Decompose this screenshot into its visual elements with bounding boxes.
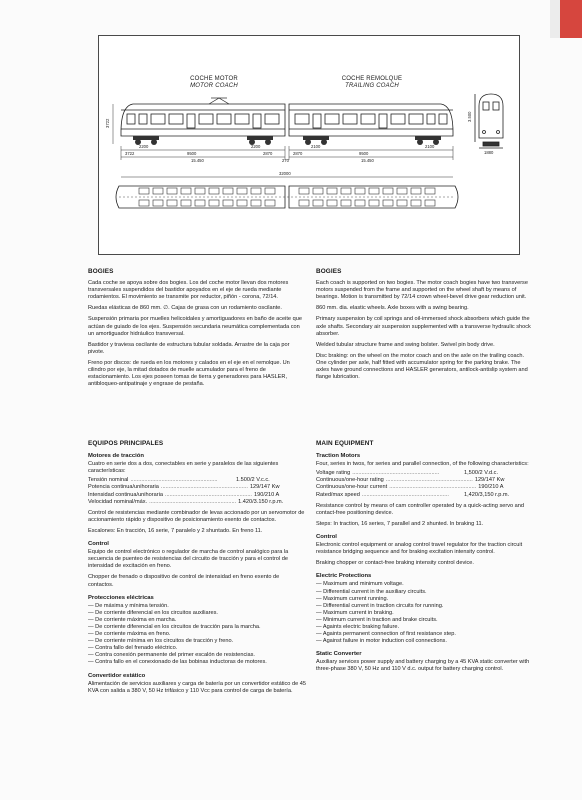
seat-block	[153, 200, 163, 206]
seat-block	[425, 188, 435, 194]
svg-text:15.450: 15.450	[191, 158, 204, 163]
list-item: — De corriente máxima en marcha.	[88, 617, 306, 624]
bogies-para-3-en: Primary suspension by coil springs and oil-immersed shock absorbers which guide the axle shafts. Secondary air suspension supplemented with a transverse hydraulic shock absorber.	[316, 316, 531, 337]
spec-table-es	[88, 477, 306, 505]
list-item: — De máxima y mínima tensión.	[88, 603, 306, 610]
seat-block	[369, 188, 379, 194]
svg-text:270: 270	[282, 158, 289, 163]
seat-block	[327, 200, 337, 206]
motors-para-1-es: Cuatro en serie dos a dos, conectables en serie y paralelos de las siguientes características:	[88, 461, 279, 475]
control-para-2-en: Braking chopper or contact-free braking intensity control device.	[316, 560, 474, 567]
seat-block	[313, 188, 323, 194]
english-column	[316, 268, 534, 385]
bogies-para-5-en: Disc braking: on the wheel on the motor coach and on the axle on the trailing coach. One cylinder per axle, half fitted with accumulator spring for the parking brake. The axles have ground connections and HASLER generators, antilock-antislip system and flange lubrication.	[316, 352, 528, 381]
spanish-column	[88, 268, 306, 392]
motor-caption-es: COCHE MOTOR	[190, 76, 238, 82]
bogies-para-5-es: Freno por discos: de rueda en los motores y calados en el eje en el remolque. Un cilindro por eje, la mitad dotados de muelle acumulador para el freno de estacionamiento. Los ejes poseen tomas de tierra y generadores para HASLER, antibloqueo-antipatinaje y engrase de pestaña.	[88, 359, 290, 388]
list-item: — Againts electric braking failure.	[316, 624, 534, 631]
list-item: — Maximum current in braking.	[316, 610, 534, 617]
seat-block	[139, 188, 149, 194]
seat-block	[237, 188, 247, 194]
converter-para-es: Alimentación de servicios auxiliares y carga de batería por un convertidor estático de 45 KVA con salida a 380 V, 50 Hz trifásico y 110 Vcc para control de carga de batería.	[88, 680, 306, 694]
equip-heading-en: MAIN EQUIPMENT	[316, 440, 374, 447]
dim-height: 3722	[105, 118, 110, 128]
seat-block	[411, 200, 421, 206]
trailer-caption-es: COCHE REMOLQUE	[341, 76, 403, 82]
list-item: — Contra fallo en el conexionado de las bobinas inductoras de motores.	[88, 659, 306, 666]
seat-block	[299, 200, 309, 206]
bogies-para-1-es: Cada coche se apoya sobre dos bogies. Los del coche motor llevan dos motores transversales suspendidos del bastidor apoyados en el eje de rueda mediante rodamientos. El movimiento se transmite por reductor, piñón - corona, 72/14.	[88, 280, 289, 301]
technical-drawing	[98, 35, 520, 255]
protections-heading-es: Protecciones eléctricas	[88, 594, 154, 601]
seat-block	[265, 188, 275, 194]
svg-text:9500: 9500	[187, 151, 197, 156]
bogies-para-1-en: Each coach is supported on two bogies. The motor coach bogies have two transverse motors suspended from the frame and supported on the wheel shaft by means of bearings. Motion is transmitted by 72/14 crown wheel-bevel drive gear reduction unit.	[316, 280, 528, 301]
list-item: — De corriente máxima en freno.	[88, 631, 306, 638]
spec-row: Rated/max speed ........................................................ 1,420/3,150 r.p.m.	[316, 491, 510, 498]
bogies-para-4-es: Bastidor y traviesa oscilante de estructura tubular soldada. Arrastre de la caja por pivote.	[88, 341, 290, 355]
bogies-para-2-es: Ruedas elásticas de 860 mm. ∅. Cajas de grasa con un rodamiento oscilante.	[88, 305, 282, 312]
english-equipment	[316, 440, 534, 678]
svg-text:15.450: 15.450	[361, 158, 374, 163]
spec-row: Continuous/one-hour current ........................................................ 190/210 A	[316, 484, 504, 491]
list-item: — Maximum and minimum voltage.	[316, 581, 534, 588]
spec-row: Continuous/one-hour rating ........................................................ 129/147 Kw	[316, 477, 505, 484]
dim-end-height: 3.500	[467, 111, 472, 122]
corner-stripe	[550, 0, 560, 38]
seat-block	[397, 188, 407, 194]
spec-row: Velocidad nominal/máx. ........................................................ 1.420/3.150 r.p.m.	[88, 498, 284, 505]
train-elevation-plan-svg	[99, 36, 519, 254]
seat-block	[209, 200, 219, 206]
bogies-para-4-en: Welded tubular structure frame and swing bolster. Swivel pin body drive.	[316, 341, 495, 348]
svg-text:2100: 2100	[311, 144, 321, 149]
protections-list-en	[316, 581, 534, 645]
svg-text:2870: 2870	[293, 151, 303, 156]
dim-track: 1880	[484, 150, 494, 155]
spec-row: Potencia continua/unihoraria ........................................................ 129/147 Kw	[88, 484, 280, 491]
svg-text:3722: 3722	[125, 151, 135, 156]
svg-text:2870: 2870	[263, 151, 273, 156]
motors-para-2-en: Resistance control by means of cam controller operated by a quick-acting servo and contact-free positioning device.	[316, 502, 525, 516]
converter-para-en: Auxiliary services power supply and battery charging by a 45 KVA static converter with three-phase 380 V, 50 Hz and 110 V d.c. output for battery charging control.	[316, 659, 530, 673]
svg-text:32000: 32000	[279, 171, 291, 176]
list-item: — Against failure in motor induction coil connections.	[316, 638, 534, 645]
bogies-heading-es: BOGIES	[88, 268, 114, 275]
bogies-para-2-en: 860 mm. dia. elastic wheels. Axle boxes with a swing bearing.	[316, 305, 469, 312]
list-item: — De corriente diferencial en los circuitos de tracción para la marcha.	[88, 624, 306, 631]
seat-block	[397, 200, 407, 206]
control-heading-en: Control	[316, 533, 337, 540]
control-heading-es: Control	[88, 541, 109, 548]
spec-row: Intensidad continua/unihoraria ........................................................ 190/210 A	[88, 491, 280, 498]
seat-block	[251, 200, 261, 206]
motor-coach-elevation	[121, 104, 285, 136]
seat-block	[153, 188, 163, 194]
trailer-caption-en: TRAILING COACH	[345, 83, 399, 89]
list-item: — Againts permanent connection of first resistance step.	[316, 631, 534, 638]
bogies-elevation	[133, 136, 441, 145]
pantograph	[209, 98, 229, 104]
bogies-heading-en: BOGIES	[316, 268, 342, 275]
motors-para-2-es: Control de resistencias mediante combinador de levas accionado por un servomotor de accionamiento rápido y dispositivo de posicionamiento exento de contactos.	[88, 509, 305, 523]
list-item: — De corriente diferencial en los circuitos auxiliares.	[88, 610, 306, 617]
protections-list-es	[88, 603, 306, 667]
svg-text:2200: 2200	[139, 144, 149, 149]
seat-block	[341, 188, 351, 194]
red-corner-tab	[560, 0, 582, 38]
seat-block	[195, 188, 205, 194]
control-para-1-en: Electronic control equipment or analog control travel regulator for the traction circuit resistance bridging sequence and for braking excitation intensity control.	[316, 542, 523, 556]
spanish-equipment	[88, 440, 306, 699]
list-item: — Maximum current running.	[316, 596, 534, 603]
spec-row: Voltage rating ........................................................ 1,500/2 V.d.c.	[316, 470, 499, 477]
seat-block	[139, 200, 149, 206]
list-item: — De corriente mínima en los circuitos de tracción y freno.	[88, 638, 306, 645]
seat-block	[383, 188, 393, 194]
converter-heading-en: Static Converter	[316, 651, 362, 658]
seat-block	[355, 188, 365, 194]
svg-text:2100: 2100	[425, 144, 435, 149]
list-item: — Differential current in the auxiliary circuits.	[316, 589, 534, 596]
motors-heading-es: Motores de tracción	[88, 453, 144, 460]
control-para-2-es: Chopper de frenado o dispositivo de control de intensidad en freno exento de contactos.	[88, 574, 280, 588]
seat-block	[327, 188, 337, 194]
spec-table-en	[316, 470, 534, 498]
list-item: — Contra conexión permanente del primer escalón de resistencias.	[88, 652, 306, 659]
seat-block	[223, 200, 233, 206]
seat-block	[341, 200, 351, 206]
protections-heading-en: Electric Protections	[316, 573, 372, 580]
bogies-para-3-es: Suspensión primaria por muelles helicoidales y amortiguadores en baño de aceite que actúan de guiado de los ejes. Suspensión secundaria neumática complementada con un amortiguador hidráulico transversal.	[88, 316, 302, 337]
motors-para-3-es: Escalones: En tracción, 16 serie, 7 paralelo y 2 shuntado. En freno 11.	[88, 527, 263, 534]
seat-block	[223, 188, 233, 194]
seat-block	[181, 200, 191, 206]
seat-block	[251, 188, 261, 194]
svg-text:9500: 9500	[359, 151, 369, 156]
seat-block	[411, 188, 421, 194]
converter-heading-es: Convertidor estático	[88, 672, 146, 679]
spec-row: Tensión nominal ........................................................ 1.500/2 V.c.c.	[88, 477, 270, 484]
list-item: — Contra fallo del frenado eléctrico.	[88, 645, 306, 652]
list-item: — Differential current in traction circuits for running.	[316, 603, 534, 610]
motor-caption-en: MOTOR COACH	[190, 83, 238, 89]
seat-block	[313, 200, 323, 206]
equip-heading-es: EQUIPOS PRINCIPALES	[88, 440, 164, 447]
seat-block	[195, 200, 205, 206]
control-para-1-es: Equipo de control electrónico o regulador de marcha de control analógico para la secuencia de puenteo de resistencias del circuito de tracción y para el control de intensidad de excitación en freno.	[88, 549, 289, 570]
svg-text:2200: 2200	[251, 144, 261, 149]
motors-para-1-en: Four, series in twos, for series and parallel connection, of the following characteristics:	[316, 461, 529, 468]
seat-block	[167, 188, 177, 194]
trailer-coach-elevation	[289, 104, 453, 136]
motors-para-3-en: Steps: In traction, 16 series, 7 parallel and 2 shunted. In braking 11.	[316, 520, 484, 527]
dimension-labels	[125, 144, 435, 176]
motors-heading-en: Traction Motors	[316, 453, 361, 460]
seat-block	[299, 188, 309, 194]
seat-block	[369, 200, 379, 206]
seat-block	[181, 188, 191, 194]
seat-block	[355, 200, 365, 206]
seat-block	[237, 200, 247, 206]
seat-block	[383, 200, 393, 206]
end-view	[475, 94, 503, 148]
list-item: — Minimum current in traction and brake circuits.	[316, 617, 534, 624]
seat-block	[209, 188, 219, 194]
seat-block	[265, 200, 275, 206]
seat-block	[167, 200, 177, 206]
seat-block	[425, 200, 435, 206]
